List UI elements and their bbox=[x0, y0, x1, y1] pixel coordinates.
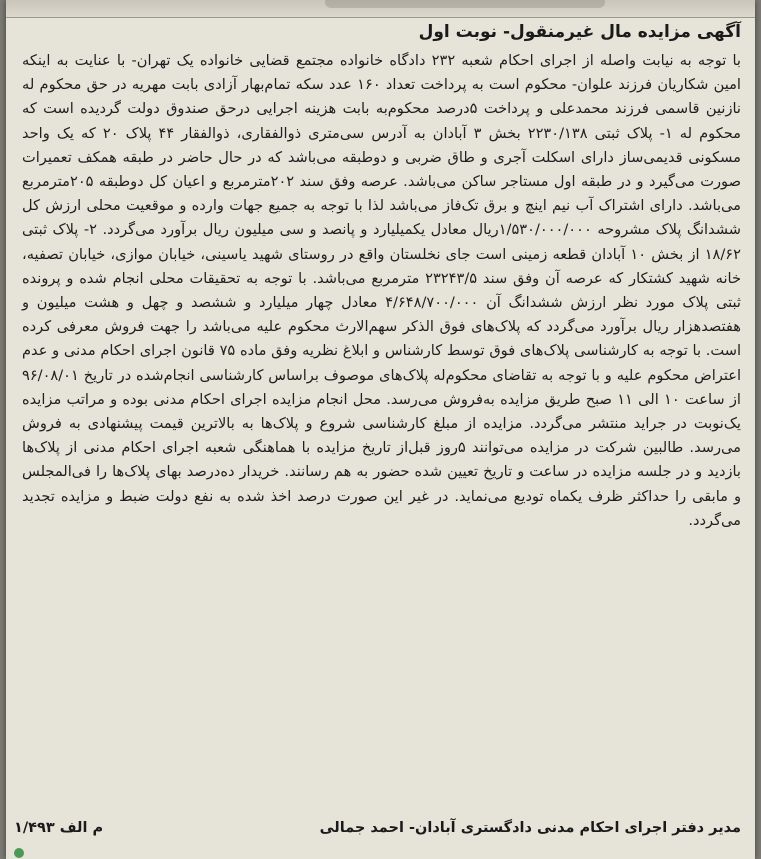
newspaper-clipping bbox=[6, 0, 755, 859]
previous-article-strip bbox=[6, 0, 755, 18]
cut-off-text bbox=[325, 0, 605, 8]
notice-body: با توجه به نیابت واصله از اجرای احکام شعبه ۲۳۲ دادگاه خانواده مجتمع قضایی خانواده یک تهران- با عنایت به اینکه امین شکاریان فرزند علوان- محکوم است به پرداخت تعداد ۱۶۰ عدد سکه تمام‌بهار آزادی بابت مهریه در حق محکوم له نازنین قاسمی فرزند محمدعلی و پرداخت ۵درصد محکوم‌به بابت هزینه اجرایی درحق صندوق دولت گردیده است که محکوم له ۱- پلاک ثبتی ۲۲۳۰/۱۳۸ بخش ۳ آبادان به آدرس سی‌متری ذوالفقاری، ذوالفقار ۴۴ پلاک ۲۰ که یک واحد مسکونی قدیمی‌ساز دارای اسکلت آجری و طاق ضربی و دوطبقه می‌باشد که در حال حاضر در طبقه همکف تعمیرات صورت می‌گیرد و در طبقه اول مستاجر ساکن می‌باشد. عرصه وفق سند ۲۰۲مترمربع و اعیان کل دوطبقه ۲۰۵مترمربع می‌باشد. دارای اشتراک آب نیم اینچ و برق تک‌فاز می‌باشد لذا با توجه به جمیع جهات وارده و موقعیت محلی ارزش کل ششدانگ پلاک مشروحه ۱/۵۳۰/۰۰۰/۰۰۰ریال معادل یکمیلیارد و پانصد و سی میلیون ریال برآورد می‌گردد. ۲- پلاک ثبتی ۱۸/۶۲ از بخش ۱۰ آبادان قطعه زمینی است جای نخلستان واقع در روستای شهید یاسینی، خیابان موازی، خیابان تصفیه، خانه شهید کشتکار که عرصه آن وفق سند ۲۳۲۴۳/۵ مترمربع می‌باشد. با توجه به تحقیقات محلی انجام شده و پرونده ثبتی پلاک مورد نظر ارزش ششدانگ آن ۴/۶۴۸/۷۰۰/۰۰۰ معادل چهار میلیارد و ششصد و چهل و هشت میلیون و هفتصدهزار ریال برآورد می‌گردد که پلاک‌های فوق الذکر سهم‌الارث محکوم علیه می‌باشد را جهت فروش معرفی کرده است. با توجه به کارشناسی پلاک‌های فوق توسط کارشناس و ابلاغ نظریه وفق ماده ۷۵ قانون اجرای احکام مدنی و عدم اعتراض محکوم علیه و با توجه به تقاضای محکوم‌له پلاک‌های موصوف براساس کارشناسی انجام‌شده در تاریخ ۹۶/۰۸/۰۱ از ساعت ۱۰ الی ۱۱ صبح طریق مزایده به‌فروش می‌رسد. محل انجام مزایده اجرای احکام مدنی بوده و مراتب مزایده یک‌نوبت در جراید منتشر می‌گردد. مزایده از مبلغ کارشناسی شروع و پلاک‌ها به بالاترین قیمت پیشنهادی به فروش می‌رسد. طالبین شرکت در مزایده می‌توانند ۵روز قبل‌از تاریخ مزایده با هماهنگی شعبه اجرای احکام مدنی از پلاک‌ها بازدید و در جلسه مزایده در ساعت و تاریخ تعیین شده حضور به هم رسانند. خریدار ده‌درصد بهای پلاک‌ها را فی‌المجلس و مابقی را حداکثر ظرف یکماه تودیع می‌نماید. در غیر این صورت درصد اخذ شده به نفع دولت ضبط و مزایده تجدید می‌گردد. bbox=[22, 52, 742, 529]
corner-mark bbox=[14, 848, 24, 858]
notice-title: آگهی مزایده مال غیرمنقول- نوبت اول bbox=[418, 22, 741, 42]
notice-footer bbox=[14, 816, 741, 840]
signature-line: مدیر دفتر اجرای احکام مدنی دادگستری آبادان- احمد جمالی bbox=[319, 820, 741, 836]
reference-code: م الف ۱/۴۹۳ bbox=[14, 820, 104, 836]
